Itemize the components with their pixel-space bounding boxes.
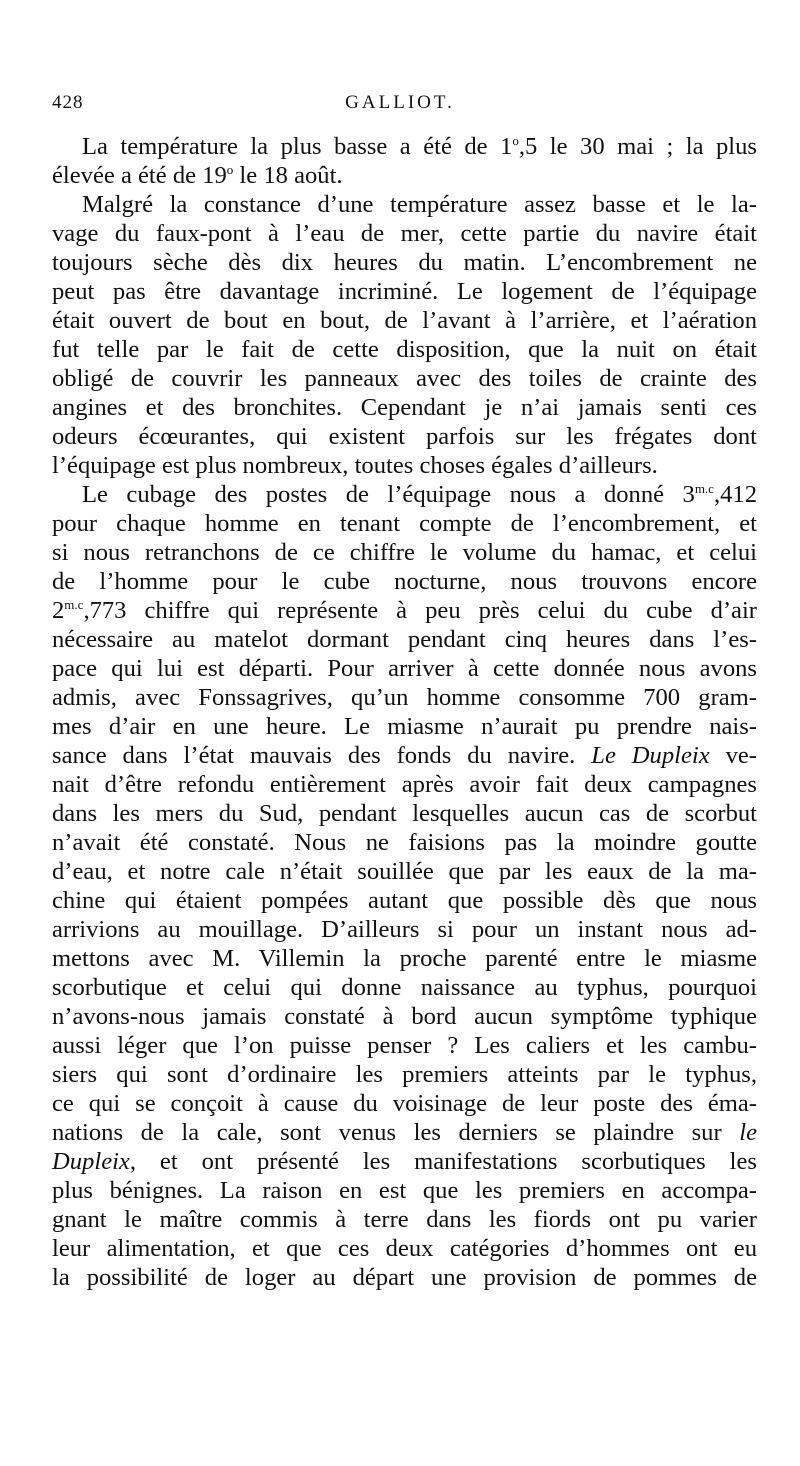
text-line — [52, 973, 757, 1002]
text-line — [52, 393, 757, 422]
text-run: l’équipage est plus nombreux, toutes choses égales d’ailleurs. — [52, 452, 658, 479]
text-run: leur alimentation, et que ces deux catégories d’hommes ont eu — [52, 1235, 757, 1262]
text-run: arrivions au mouillage. D’ailleurs si pour un instant nous ad- — [52, 916, 757, 943]
text-run: ce qui se conçoit à cause du voisinage de leur poste des éma- — [52, 1090, 757, 1117]
text-line — [52, 1147, 757, 1176]
superscript: m.c — [64, 597, 84, 612]
text-run: , et ont présenté les manifestations scorbutiques les — [129, 1148, 757, 1175]
text-run: de l’homme pour le cube nocturne, nous trouvons encore — [52, 568, 757, 595]
text-run: le 18 août. — [233, 162, 343, 189]
text-run: fut telle par le fait de cette disposition, que la nuit on était — [52, 336, 757, 363]
text-line — [52, 1002, 757, 1031]
text-line — [52, 567, 757, 596]
italic-run: le — [739, 1119, 757, 1146]
text-run: admis, avec Fonssagrives, qu’un homme consomme 700 gram- — [52, 684, 757, 711]
text-run: ve- — [709, 742, 757, 769]
text-line — [52, 1031, 757, 1060]
text-run: n’avons-nous jamais constaté à bord aucun symptôme typhique — [52, 1003, 757, 1030]
page-header — [52, 92, 748, 118]
text-line — [52, 364, 757, 393]
text-run: la possibilité de loger au départ une provision de pommes de — [52, 1264, 757, 1291]
italic-run: Le Dupleix — [591, 742, 710, 769]
text-run: gnant le maître commis à terre dans les fiords ont pu varier — [52, 1206, 757, 1233]
text-line — [52, 480, 757, 509]
text-line — [52, 1263, 757, 1292]
text-line — [52, 1118, 757, 1147]
text-line — [52, 857, 757, 886]
text-line — [52, 915, 757, 944]
text-line — [52, 277, 757, 306]
text-line — [52, 770, 757, 799]
text-run: si nous retranchons de ce chiffre le volume du hamac, et celui — [52, 539, 757, 566]
body-text — [52, 132, 757, 1292]
text-run: mes d’air en une heure. Le miasme n’aurait pu prendre nais- — [52, 713, 757, 740]
text-run: plus bénignes. La raison en est que les premiers en accompa- — [52, 1177, 757, 1204]
text-run: La température la plus basse a été de 1 — [82, 133, 513, 160]
text-run: était ouvert de bout en bout, de l’avant à l’arrière, et l’aération — [52, 307, 757, 334]
text-line — [52, 219, 757, 248]
text-run: angines et des bronchites. Cependant je n’ai jamais senti ces — [52, 394, 757, 421]
text-line — [52, 596, 757, 625]
text-run: Malgré la constance d’une température assez basse et le la- — [82, 191, 757, 218]
running-head: GALLIOT. — [345, 92, 455, 113]
text-line — [52, 306, 757, 335]
text-run: dans les mers du Sud, pendant lesquelles aucun cas de scorbut — [52, 800, 757, 827]
text-run: pace qui lui est départi. Pour arriver à cette donnée nous avons — [52, 655, 757, 682]
text-run: nations de la cale, sont venus les derniers se plaindre sur — [52, 1119, 740, 1146]
text-line — [52, 509, 757, 538]
text-run: toujours sèche dès dix heures du matin. L’encombrement ne — [52, 249, 757, 276]
text-line — [52, 799, 757, 828]
text-line — [52, 944, 757, 973]
text-line — [52, 741, 757, 770]
text-run: Le cubage des postes de l’équipage nous a donné 3 — [82, 481, 695, 508]
text-run: siers qui sont d’ordinaire les premiers atteints par le typhus, — [52, 1061, 757, 1088]
text-line — [52, 1060, 757, 1089]
text-run: sance dans l’état mauvais des fonds du navire. — [52, 742, 592, 769]
text-line — [52, 828, 757, 857]
text-run: ,412 — [713, 481, 757, 508]
text-run: odeurs écœurantes, qui existent parfois sur les frégates dont — [52, 423, 757, 450]
text-line — [52, 248, 757, 277]
text-run: d’eau, et notre cale n’était souillée que par les eaux de la ma- — [52, 858, 757, 885]
text-run: ,5 le 30 mai ; la plus — [518, 133, 758, 160]
superscript: m.c — [694, 481, 714, 496]
text-line — [52, 712, 757, 741]
text-run: obligé de couvrir les panneaux avec des toiles de crainte des — [52, 365, 757, 392]
text-run: scorbutique et celui qui donne naissance au typhus, pourquoi — [52, 974, 757, 1001]
text-run: chine qui étaient pompées autant que possible dès que nous — [52, 887, 757, 914]
text-line — [52, 335, 757, 364]
text-run: ,773 chiffre qui représente à peu près celui du cube d’air — [83, 597, 757, 624]
text-run: 2 — [52, 597, 65, 624]
text-run: nait d’être refondu entièrement après avoir fait deux campagnes — [52, 771, 757, 798]
text-run: vage du faux-pont à l’eau de mer, cette partie du navire était — [52, 220, 757, 247]
text-line — [52, 422, 757, 451]
text-line — [52, 625, 757, 654]
superscript: o — [512, 133, 519, 148]
text-line — [52, 190, 757, 219]
text-run: peut pas être davantage incriminé. Le logement de l’équipage — [52, 278, 757, 305]
text-line — [52, 654, 757, 683]
page-number: 428 — [52, 92, 84, 113]
text-run: n’avait été constaté. Nous ne faisions pas la moindre goutte — [52, 829, 757, 856]
text-line — [52, 886, 757, 915]
text-run: mettons avec M. Villemin la proche parenté entre le miasme — [52, 945, 757, 972]
text-run: pour chaque homme en tenant compte de l’encombrement, et — [52, 510, 757, 537]
text-line — [52, 132, 757, 161]
superscript: o — [226, 162, 234, 177]
text-line — [52, 1205, 757, 1234]
text-line — [52, 1176, 757, 1205]
text-run: aussi léger que l’on puisse penser ? Les caliers et les cambu- — [52, 1032, 757, 1059]
text-line — [52, 1089, 757, 1118]
text-run: élevée a été de 19 — [52, 162, 227, 189]
text-run: nécessaire au matelot dormant pendant cinq heures dans l’es- — [52, 626, 757, 653]
text-line — [52, 161, 757, 190]
text-line — [52, 1234, 757, 1263]
italic-run: Dupleix — [52, 1148, 130, 1175]
text-line — [52, 538, 757, 567]
text-line — [52, 451, 757, 480]
text-line — [52, 683, 757, 712]
